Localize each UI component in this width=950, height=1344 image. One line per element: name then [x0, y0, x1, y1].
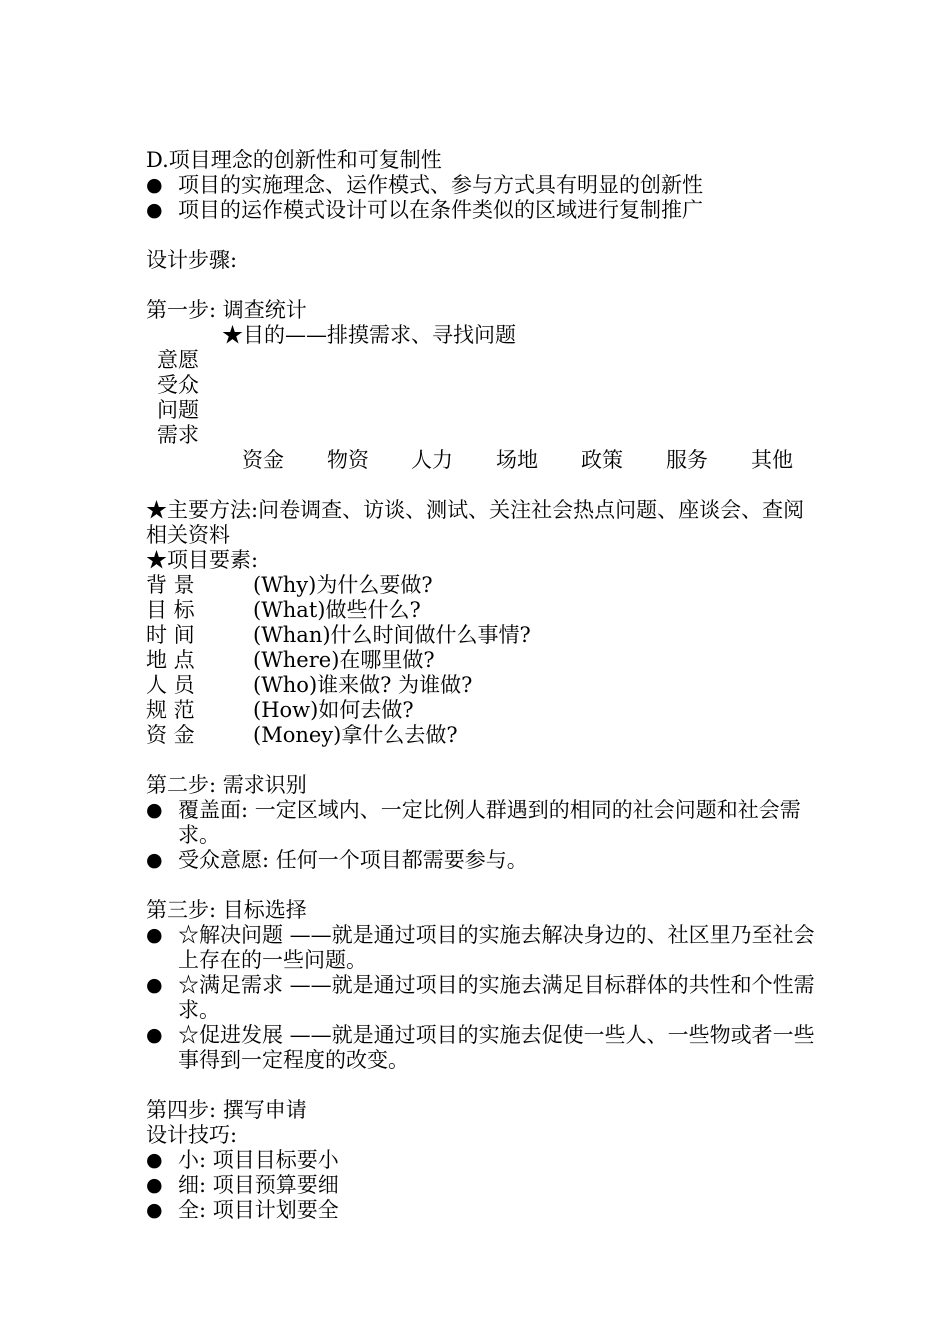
list-item-text: 受众意愿: 任何一个项目都需要参与。: [178, 848, 528, 872]
step2-title: 第二步: 需求识别: [146, 773, 307, 797]
list-item: [146, 1198, 826, 1223]
bullet-icon: ●: [146, 174, 163, 196]
element-row: [0, 648, 950, 673]
list-item-text: 项目的运作模式设计可以在条件类似的区域进行复制推广: [178, 198, 703, 222]
list-item: [146, 848, 826, 873]
list-item: [146, 973, 826, 1023]
element-row: [0, 723, 950, 748]
list-item: [146, 198, 826, 223]
element-row: [0, 623, 950, 648]
design-steps-label: 设计步骤:: [146, 248, 238, 272]
bullet-icon: ●: [146, 849, 163, 871]
list-item-text: 小: 项目目标要小: [178, 1148, 339, 1172]
step1-purpose: ★目的——排摸需求、寻找问题: [222, 323, 516, 347]
element-label: 目 标: [146, 598, 195, 622]
element-question: (Money)拿什么去做?: [253, 723, 458, 747]
methods-paragraph: ★主要方法:问卷调查、访谈、测试、关注社会热点问题、座谈会、查阅相关资料: [146, 498, 805, 547]
tips-title: 设计技巧:: [146, 1123, 238, 1147]
element-label: 规 范: [146, 698, 195, 722]
element-row: [0, 673, 950, 698]
list-item: [146, 1173, 826, 1198]
bullet-icon: ●: [146, 1199, 163, 1221]
list-item-text: 细: 项目预算要细: [178, 1173, 339, 1197]
list-item-text: ☆促进发展 ——就是通过项目的实施去促使一些人、一些物或者一些事得到一定程度的改变。: [178, 1023, 815, 1072]
column-label-manpower: 人力: [411, 448, 453, 472]
element-question: (Where)在哪里做?: [253, 648, 435, 672]
elements-title: ★项目要素:: [146, 548, 259, 572]
list-item-text: 覆盖面: 一定区域内、一定比例人群遇到的相同的社会问题和社会需求。: [178, 798, 801, 847]
element-row: [0, 573, 950, 598]
column-label-service: 服务: [666, 448, 708, 472]
bullet-icon: ●: [146, 924, 163, 946]
step1-title: 第一步: 调查统计: [146, 298, 307, 322]
row-label-audience: 受众: [157, 373, 199, 397]
element-question: (Who)谁来做? 为谁做?: [253, 673, 473, 697]
step3-title: 第三步: 目标选择: [146, 898, 307, 922]
list-item: [146, 1148, 826, 1173]
element-question: (Why)为什么要做?: [253, 573, 433, 597]
bullet-icon: ●: [146, 199, 163, 221]
column-label-venue: 场地: [496, 448, 538, 472]
step4-title: 第四步: 撰写申请: [146, 1098, 307, 1122]
list-item-text: ☆解决问题 ——就是通过项目的实施去解决身边的、社区里乃至社会上存在的一些问题。: [178, 923, 815, 972]
column-label-funds: 资金: [242, 448, 284, 472]
list-item-text: ☆满足需求 ——就是通过项目的实施去满足目标群体的共性和个性需求。: [178, 973, 815, 1022]
list-item: [146, 1023, 826, 1073]
section-d-title: D.项目理念的创新性和可复制性: [146, 148, 442, 172]
element-question: (What)做些什么?: [253, 598, 421, 622]
row-label-problem: 问题: [157, 398, 199, 422]
bullet-icon: ●: [146, 974, 163, 996]
column-label-other: 其他: [751, 448, 793, 472]
list-item-text: 全: 项目计划要全: [178, 1198, 339, 1222]
list-item: [146, 923, 826, 973]
bullet-icon: ●: [146, 1174, 163, 1196]
row-label-willingness: 意愿: [157, 348, 199, 372]
element-question: (How)如何去做?: [253, 698, 414, 722]
list-item-text: 项目的实施理念、运作模式、参与方式具有明显的创新性: [178, 173, 703, 197]
element-label: 资 金: [146, 723, 195, 747]
element-question: (Whan)什么时间做什么事情?: [253, 623, 531, 647]
element-label: 背 景: [146, 573, 195, 597]
column-label-policy: 政策: [581, 448, 623, 472]
bullet-icon: ●: [146, 1149, 163, 1171]
element-row: [0, 598, 950, 623]
row-label-demand: 需求: [157, 423, 199, 447]
column-label-materials: 物资: [327, 448, 369, 472]
list-item: [146, 798, 826, 848]
element-label: 时 间: [146, 623, 195, 647]
bullet-icon: ●: [146, 1024, 163, 1046]
element-row: [0, 698, 950, 723]
element-label: 地 点: [146, 648, 195, 672]
list-item: [146, 173, 826, 198]
element-label: 人 员: [146, 673, 195, 697]
bullet-icon: ●: [146, 799, 163, 821]
